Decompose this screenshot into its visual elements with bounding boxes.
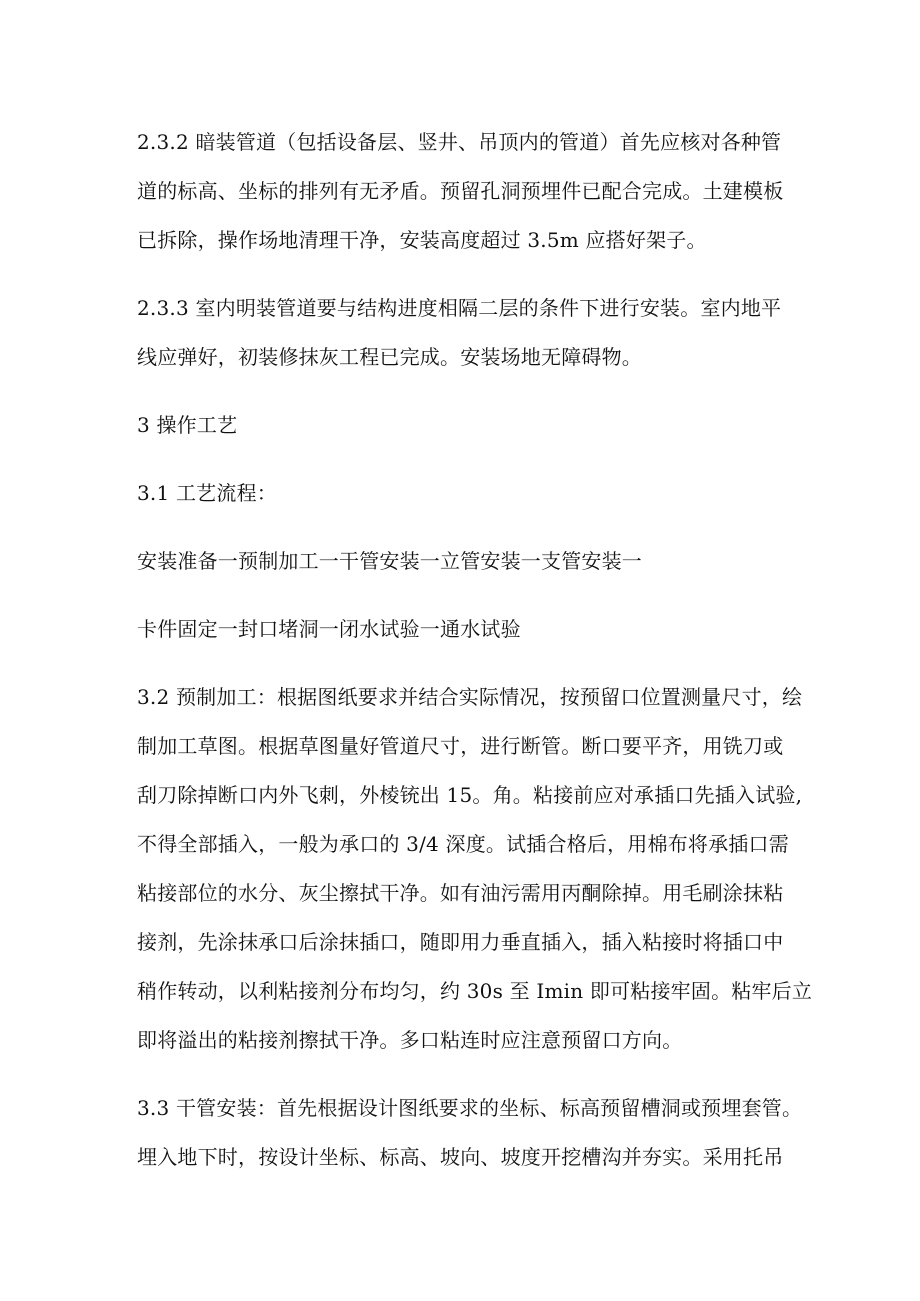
text-line: 2.3.2 暗装管道（包括设备层、竖井、吊顶内的管道）首先应核对各种管 (137, 130, 782, 154)
text-line: 接剂，先涂抹承口后涂抹插口，随即用力垂直插入，插入粘接时将插口中 (137, 930, 784, 954)
text-line: 刮刀除掉断口内外飞刺，外棱铳出 15。角。粘接前应对承插口先插入试验, (137, 783, 803, 807)
text-line: 安装准备一预制加工一干管安装一立管安装一支管安装一 (137, 549, 642, 573)
text-line: 3.2 预制加工：根据图纸要求并结合实际情况，按预留口位置测量尺寸，绘 (137, 685, 803, 709)
text-line: 卡件固定一封口堵洞一闭水试验一通水试验 (137, 617, 521, 641)
text-line: 道的标高、坐标的排列有无矛盾。预留孔洞预埋件已配合完成。土建模板 (137, 179, 784, 203)
text-line: 稍作转动，以利粘接剂分布均匀，约 30s 至 Imin 即可粘接牢固。粘牢后立 (137, 979, 813, 1003)
subsection-heading: 3.1 工艺流程： (137, 481, 277, 505)
text-line: 制加工草图。根据草图量好管道尺寸，进行断管。断口要平齐，用铣刀或 (137, 734, 784, 758)
text-line: 线应弹好，初装修抹灰工程已完成。安装场地无障碍物。 (137, 345, 642, 369)
text-line: 即将溢出的粘接剂擦拭干净。多口粘连时应注意预留口方向。 (137, 1028, 683, 1052)
text-line: 粘接部位的水分、灰尘擦拭干净。如有油污需用丙酮除掉。用毛刷涂抹粘 (137, 881, 784, 905)
text-line: 2.3.3 室内明装管道要与结构进度相隔二层的条件下进行安装。室内地平 (137, 296, 782, 320)
text-line: 已拆除，操作场地清理干净，安装高度超过 3.5m 应搭好架子。 (137, 228, 707, 252)
text-line: 不得全部插入，一般为承口的 3/4 深度。试插合格后，用棉布将承插口需 (137, 832, 789, 856)
text-line: 3.3 干管安装：首先根据设计图纸要求的坐标、标高预留槽洞或预埋套管。 (137, 1096, 803, 1120)
text-line: 埋入地下时，按设计坐标、标高、坡向、坡度开挖槽沟并夯实。采用托吊 (137, 1145, 784, 1169)
section-heading: 3 操作工艺 (137, 413, 238, 437)
